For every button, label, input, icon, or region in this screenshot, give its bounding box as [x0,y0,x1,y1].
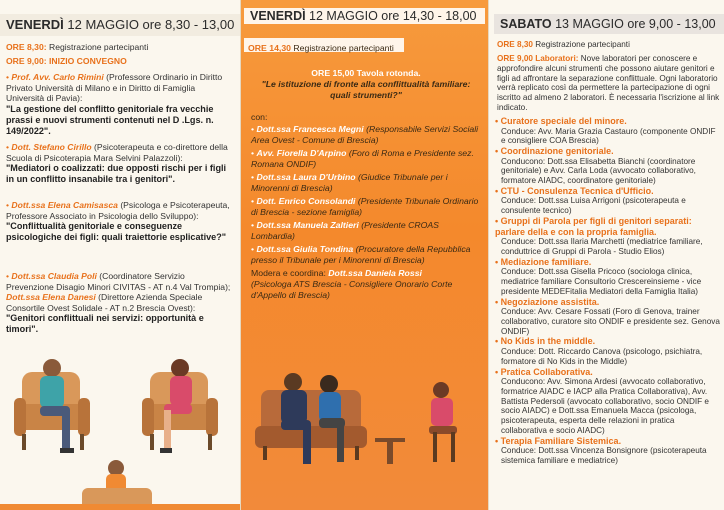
afternoon-registration: ORE 14,30 Registrazione partecipanti [244,38,404,52]
panelist-consolandi: • Dott. Enrico Consolandi (Presidente Tribunale Ordinario di Brescia - sezione famiglia) [251,196,479,217]
lab-item: • Gruppi di Parola per figli di genitori separati: parlare della e con la propria famiglia. Conduce: Dott.ssa Ilaria Marchetti (mediatrice familiare, conduttrice di Gruppi di Parola - Studio Elios) [495,216,703,256]
lab-item: • CTU - Consulenza Tecnica d'Ufficio. Conduce: Dott.ssa Luisa Arrigoni (psicoterapeuta e consulente tecnico) [495,185,686,216]
lab-item: • Negoziazione assistita. Conduce: Avv. Cesare Fossati (Foro di Genova, trainer collaborativo, curatore sito ONDIF e presidente sez. Genova ONDIF) [495,296,720,336]
lab-item: • Pratica Collaborativa. Conducono: Avv. Simona Ardesi (avvocato collaborativo, formatrice AIADC e IACP alla Pratica Collaborativa), Avv. Battista Pedersoli (avvocato collaborativo, socio ONDIF e socio AIADC) e Dott.ssa Emanuela Macca (psicologa, psicoterapeuta, esperta delle relazioni in pratica collaborativa e socio AIADC) [495,366,709,436]
separated-parents-illustration [0,350,240,510]
lab-item: • No Kids in the middle. Conduce: Dott. Riccardo Canova (psicologo, psichiatra, formatore di No Kids in the Middle) [495,336,703,366]
lab-item: • Terapia Familiare Sistemica. Conduce: Dott.ssa Vincenza Bonsignore (psicoterapeuta sistemica familiare e mediatrice) [495,435,707,466]
labs-intro: ORE 9,00 Laboratori: Nove laboratori per conoscere e approfondire alcuni strumenti che possono aiutare genitori e figli ad affrontare la separazione conflittuale. Ogni laboratorio verrà replicato così da permettere la partecipazione di ogni iscritto ad almeno 2 laboratori. È necessaria l'iscrizione al link indicato. [497,54,720,112]
day1-morning-header: VENERDÌ 12 MAGGIO ore 8,30 - 13,00 [0,14,240,36]
panel-list: • Dott.ssa Francesca Megni (Responsabile Servizi Sociali Area Ovest - Comune di Brescia) • Avv. Fiorella D'Arpino (Foro di Roma e Presidente sez. Romana ONDIF) • Dott.ssa Laura D'Urbino (Giudice Tribunale per i Minorenni di Brescia) • Dott. Enrico Consolandi (Presidente Tribunale Ordinario di Brescia - sezione famiglia) • Dott.ssa Manuela Zaltieri (Presidente CROAS Lombardia) • Dott.ssa Giulia Tondina (Procuratore della Repubblica presso il Tribunale per i Minorenni di Brescia) Modera e coordina: Dott.ssa Daniela Rossi (Psicologa ATS Brescia - Consigliere Onorario Corte d'Appello di Brescia) [251,124,483,301]
convention-start: ORE 9,00: INIZIO CONVEGNO [6,56,127,66]
panelist-megni: • Dott.ssa Francesca Megni (Responsabile Servizi Sociali Area Ovest - Comune di Brescia) [251,124,479,145]
day1-afternoon-header: VENERDÌ 12 MAGGIO ore 14,30 - 18,00 [244,8,485,24]
speaker-cirillo: • Dott. Stefano Cirillo (Psicoterapeuta e co-direttore della Scuola di Psicoterapia Mara Selvini Palazzoli): "Mediatori o coalizzati: due opposti rischi per i figli in un conflitto insanabile tra i genitori". [6,142,228,185]
bottom-orange-band [0,504,240,510]
day2-column [489,0,724,510]
day2-header: SABATO 13 MAGGIO ore 9,00 - 13,00 [494,14,724,34]
panelist-zaltieri: • Dott.ssa Manuela Zaltieri (Presidente CROAS Lombardia) [251,220,439,241]
lab-item: • Mediazione familiare. Conduce: Dott.ssa Gisella Pricoco (sociologa clinica, mediatrice familiare Consultorio Crescereinsieme - vice presidente MEDEFitalia Mediatori della Famiglia Italia) [495,256,702,296]
family-discussion-illustration [241,360,488,510]
panelist-darpino: • Avv. Fiorella D'Arpino (Foro di Roma e Presidente sez. Romana ONDIF) [251,148,474,169]
speaker-rimini: • Prof. Avv. Carlo Rimini (Professore Ordinario in Diritto Privato Università di Milano e in Diritto di Famiglia Università di Pavia): "La gestione del conflitto genitoriale fra vecchie prassi e nuovi strumenti contenuti nel D .Lgs. n. 149/2022". [6,72,223,136]
moderator: Modera e coordina: Dott.ssa Daniela Rossi [251,268,422,278]
speakers-poli-danesi: • Dott.ssa Claudia Poli (Coordinatore Servizio Prevenzione Disagio Minori CIVITAS - AT n.4 Val Trompia); Dott.ssa Elena Danesi (Direttore Azienda Speciale Consortile Ovest Solidale - AT n.2 Brescia Ovest): "Genitori conflittuali nei servizi: opportunità e timori". [6,271,231,335]
round-table: ORE 15,00 Tavola rotonda. "Le istituzione di fronte alla conflittualità familiare: quali strumenti?" [261,68,471,100]
speaker-camisasca: • Dott.ssa Elena Camisasca (Psicologa e Psicoterapeuta, Professore Associato in Psicologia dello Sviluppo): "Conflittualità genitoriale e conseguenze psicologiche dei figli: quali traiettorie esplicative?" [6,200,230,243]
panelist-tondina: • Dott.ssa Giulia Tondina (Procuratore della Repubblica presso il Tribunale per i Minorenni di Brescia) [251,244,471,265]
lab-item: • Curatore speciale del minore. Conduce: Avv. Maria Grazia Castauro (componente ONDIF e consigliere COA Brescia) [495,116,716,146]
panelist-durbino: • Dott.ssa Laura D'Urbino (Giudice Tribunale per i Minorenni di Brescia) [251,172,448,193]
labs-list [495,116,721,466]
panel-with-label: con: [251,112,268,122]
lab-item: • Coordinazione genitoriale. Conducono: Dott.ssa Elisabetta Bianchi (coordinatore genitoriale) e Avv. Carla Loda (avvocato collaborativo, formatore AIADC, coordinatore genitoriale) [495,146,696,186]
day1-afternoon-column [241,0,488,510]
day1-morning-column [0,0,240,510]
day2-registration: ORE 8,30 Registrazione partecipanti [497,40,630,49]
registration-line: ORE 8,30: Registrazione partecipanti [6,42,149,52]
